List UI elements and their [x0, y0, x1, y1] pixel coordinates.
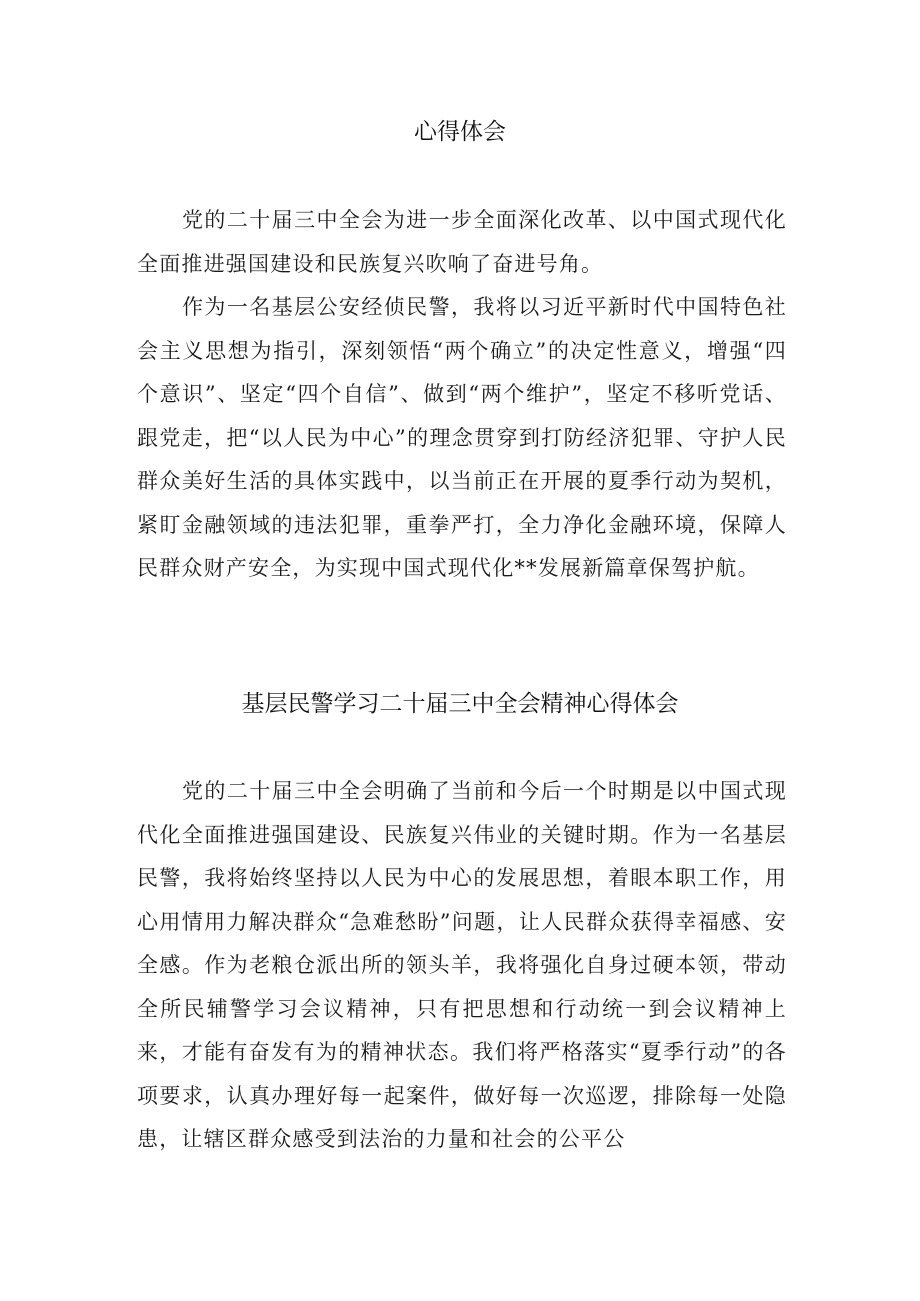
section-2-title: 基层民警学习二十届三中全会精神心得体会: [241, 691, 679, 717]
section-1-title: 心得体会: [414, 119, 506, 145]
section-1-body: [137, 199, 787, 591]
section-1-paragraph-2: 作为一名基层公安经侦民警，我将以习近平新时代中国特色社会主义思想为指引，深刻领悟“两个确立”的决定性意义，增强“四个意识”、坚定“四个自信”、做到“两个维护”，坚定不移听党话、跟党走，把“以人民为中心”的理念贯穿到打防经济犯罪、守护人民群众美好生活的具体实践中，以当前正在开展的夏季行动为契机，紧盯金融领域的违法犯罪，重拳严打，全力净化金融环境，保障人民群众财产安全，为实现中国式现代化**发展新篇章保驾护航。: [137, 295, 787, 580]
section-2-body: [137, 770, 787, 1162]
section-1-paragraph-1: 党的二十届三中全会为进一步全面深化改革、以中国式现代化全面推进强国建设和民族复兴吹响了奋进号角。: [137, 208, 787, 276]
section-2-paragraph-1: 党的二十届三中全会明确了当前和今后一个时期是以中国式现代化全面推进强国建设、民族复兴伟业的关键时期。作为一名基层民警，我将始终坚持以人民为中心的发展思想，着眼本职工作，用心用情用力解决群众“急难愁盼”问题，让人民群众获得幸福感、安全感。作为老粮仓派出所的领头羊，我将强化自身过硬本领，带动全所民辅警学习会议精神，只有把思想和行动统一到会议精神上来，才能有奋发有为的精神状态。我们将严格落实“夏季行动”的各项要求，认真办理好每一起案件，做好每一次巡逻，排除每一处隐患，让辖区群众感受到法治的力量和社会的公平公: [137, 779, 787, 1151]
